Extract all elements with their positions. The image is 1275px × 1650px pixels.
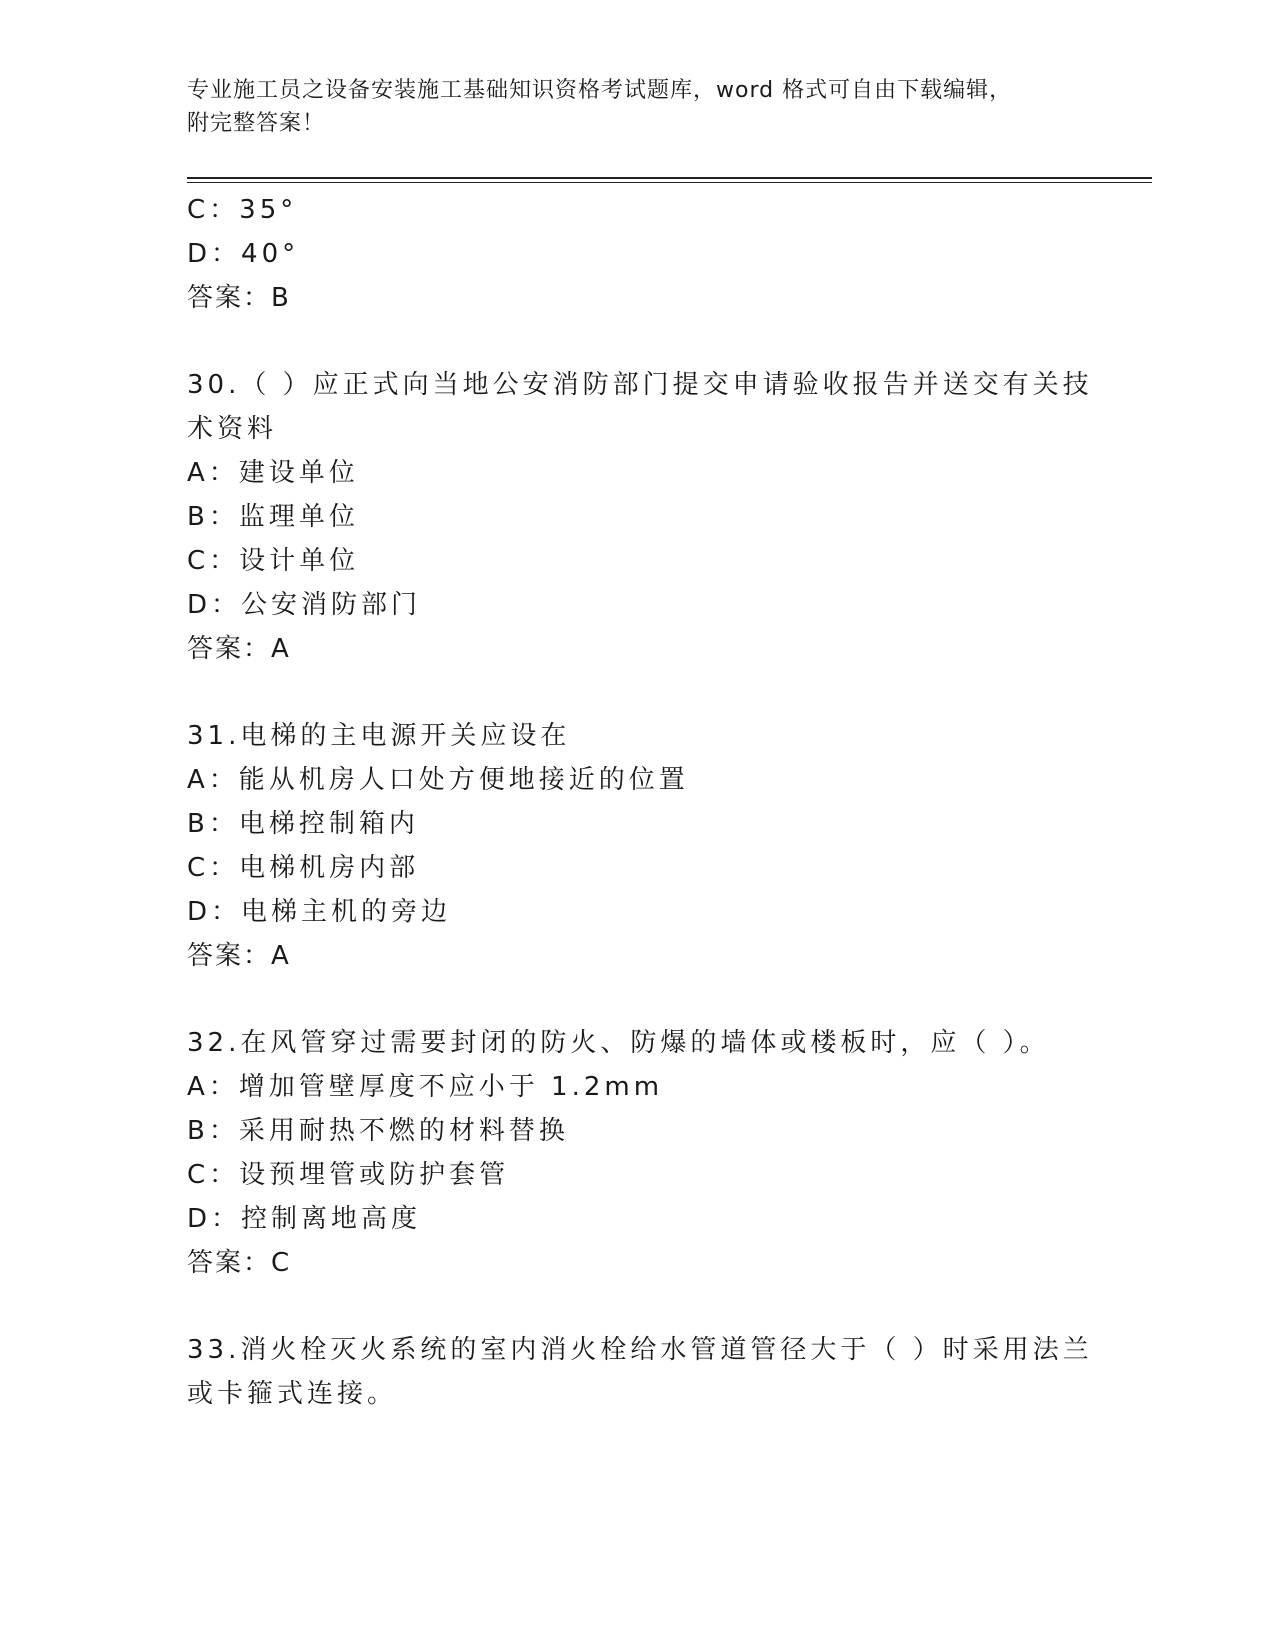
q32-option-b: B：采用耐热不燃的材料替换: [187, 1116, 569, 1146]
header-rule-top: [187, 177, 1152, 179]
q31-option-b: B：电梯控制箱内: [187, 809, 419, 839]
q33-stem-line-1: 33.消火栓灭火系统的室内消火栓给水管道管径大于（ ）时采用法兰: [187, 1335, 1093, 1365]
q32-stem-line-1: 32.在风管穿过需要封闭的防火、防爆的墙体或楼板时，应（ ）。: [187, 1028, 1050, 1058]
q30-option-d: D：公安消防部门: [187, 590, 422, 620]
header-line-1: 专业施工员之设备安装施工基础知识资格考试题库，word 格式可自由下载编辑，: [187, 78, 1013, 103]
q30-stem-line-1: 30.（ ）应正式向当地公安消防部门提交申请验收报告并送交有关技: [187, 370, 1093, 400]
q32-option-c: C：设预埋管或防护套管: [187, 1160, 510, 1190]
header-rule-bottom: [187, 182, 1152, 183]
q33-stem-line-2: 或卡箍式连接。: [187, 1379, 398, 1409]
q29-option-d: D：40°: [187, 239, 300, 269]
q31-option-c: C：电梯机房内部: [187, 853, 420, 883]
q29-answer: 答案：B: [187, 283, 291, 313]
q32-option-d: D：控制离地高度: [187, 1204, 422, 1234]
header-line-2: 附完整答案！: [187, 111, 326, 136]
document-header: [187, 74, 1087, 140]
q31-option-a: A：能从机房人口处方便地接近的位置: [187, 765, 689, 795]
q31-stem-line-1: 31.电梯的主电源开关应设在: [187, 721, 571, 751]
q32-answer: 答案：C: [187, 1248, 292, 1278]
q30-stem-line-2: 术资料: [187, 414, 278, 444]
q30-option-b: B：监理单位: [187, 502, 359, 532]
q32-option-a: A：增加管壁厚度不应小于 1.2mm: [187, 1072, 664, 1102]
q30-answer: 答案：A: [187, 634, 291, 664]
q31-option-d: D：电梯主机的旁边: [187, 897, 452, 927]
q31-answer: 答案：A: [187, 941, 291, 971]
q29-option-c: C：35°: [187, 195, 298, 225]
q30-option-c: C：设计单位: [187, 546, 360, 576]
q30-option-a: A：建设单位: [187, 458, 359, 488]
